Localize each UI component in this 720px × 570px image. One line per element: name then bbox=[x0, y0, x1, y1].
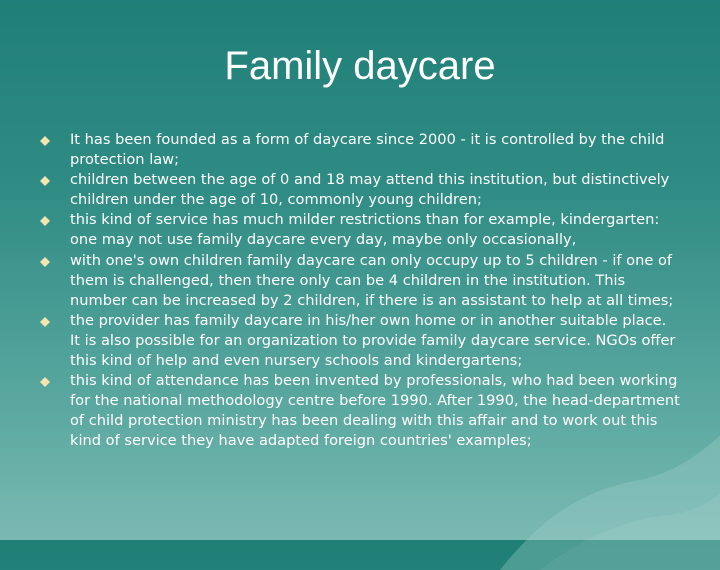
bullet-text: this kind of service has much milder restrictions than for example, kindergarten: one may not use family daycare every day, maybe only occasionally, bbox=[70, 211, 660, 249]
slide-title: Family daycare bbox=[224, 44, 496, 88]
bullet-item bbox=[40, 371, 680, 451]
diamond-bullet-icon bbox=[40, 377, 50, 387]
diamond-bullet-icon bbox=[40, 216, 50, 226]
bullet-item bbox=[40, 251, 680, 311]
bullet-item bbox=[40, 130, 680, 170]
bullet-item bbox=[40, 210, 680, 250]
bullet-text: this kind of attendance has been invented by professionals, who had been working for the national methodology centre before 1990. After 1990, the head-department of child protection ministry has been dealing with this affair and to work out this kind of service they have adapted foreign countries' examples; bbox=[70, 372, 680, 450]
diamond-bullet-icon bbox=[40, 176, 50, 186]
bullet-item bbox=[40, 170, 680, 210]
bullet-text: children between the age of 0 and 18 may attend this institution, but distinctively children under the age of 10, commonly young children; bbox=[70, 171, 670, 209]
bullet-text: the provider has family daycare in his/her own home or in another suitable place. It is also possible for an organization to provide family daycare service. NGOs offer this kind of help and even nursery schools and kindergartens; bbox=[70, 311, 676, 370]
bullet-text: with one's own children family daycare can only occupy up to 5 children - if one of them is challenged, then there only can be 4 children in the institution. This number can be increased by 2 children, if there is an assistant to help at all times; bbox=[70, 251, 674, 309]
bullet-item bbox=[40, 311, 680, 371]
diamond-bullet-icon bbox=[40, 136, 50, 146]
bullet-text: It has been founded as a form of daycare since 2000 - it is controlled by the child protection law; bbox=[70, 131, 665, 169]
bullet-list bbox=[40, 130, 680, 452]
diamond-bullet-icon bbox=[40, 257, 50, 267]
diamond-bullet-icon bbox=[40, 317, 50, 327]
